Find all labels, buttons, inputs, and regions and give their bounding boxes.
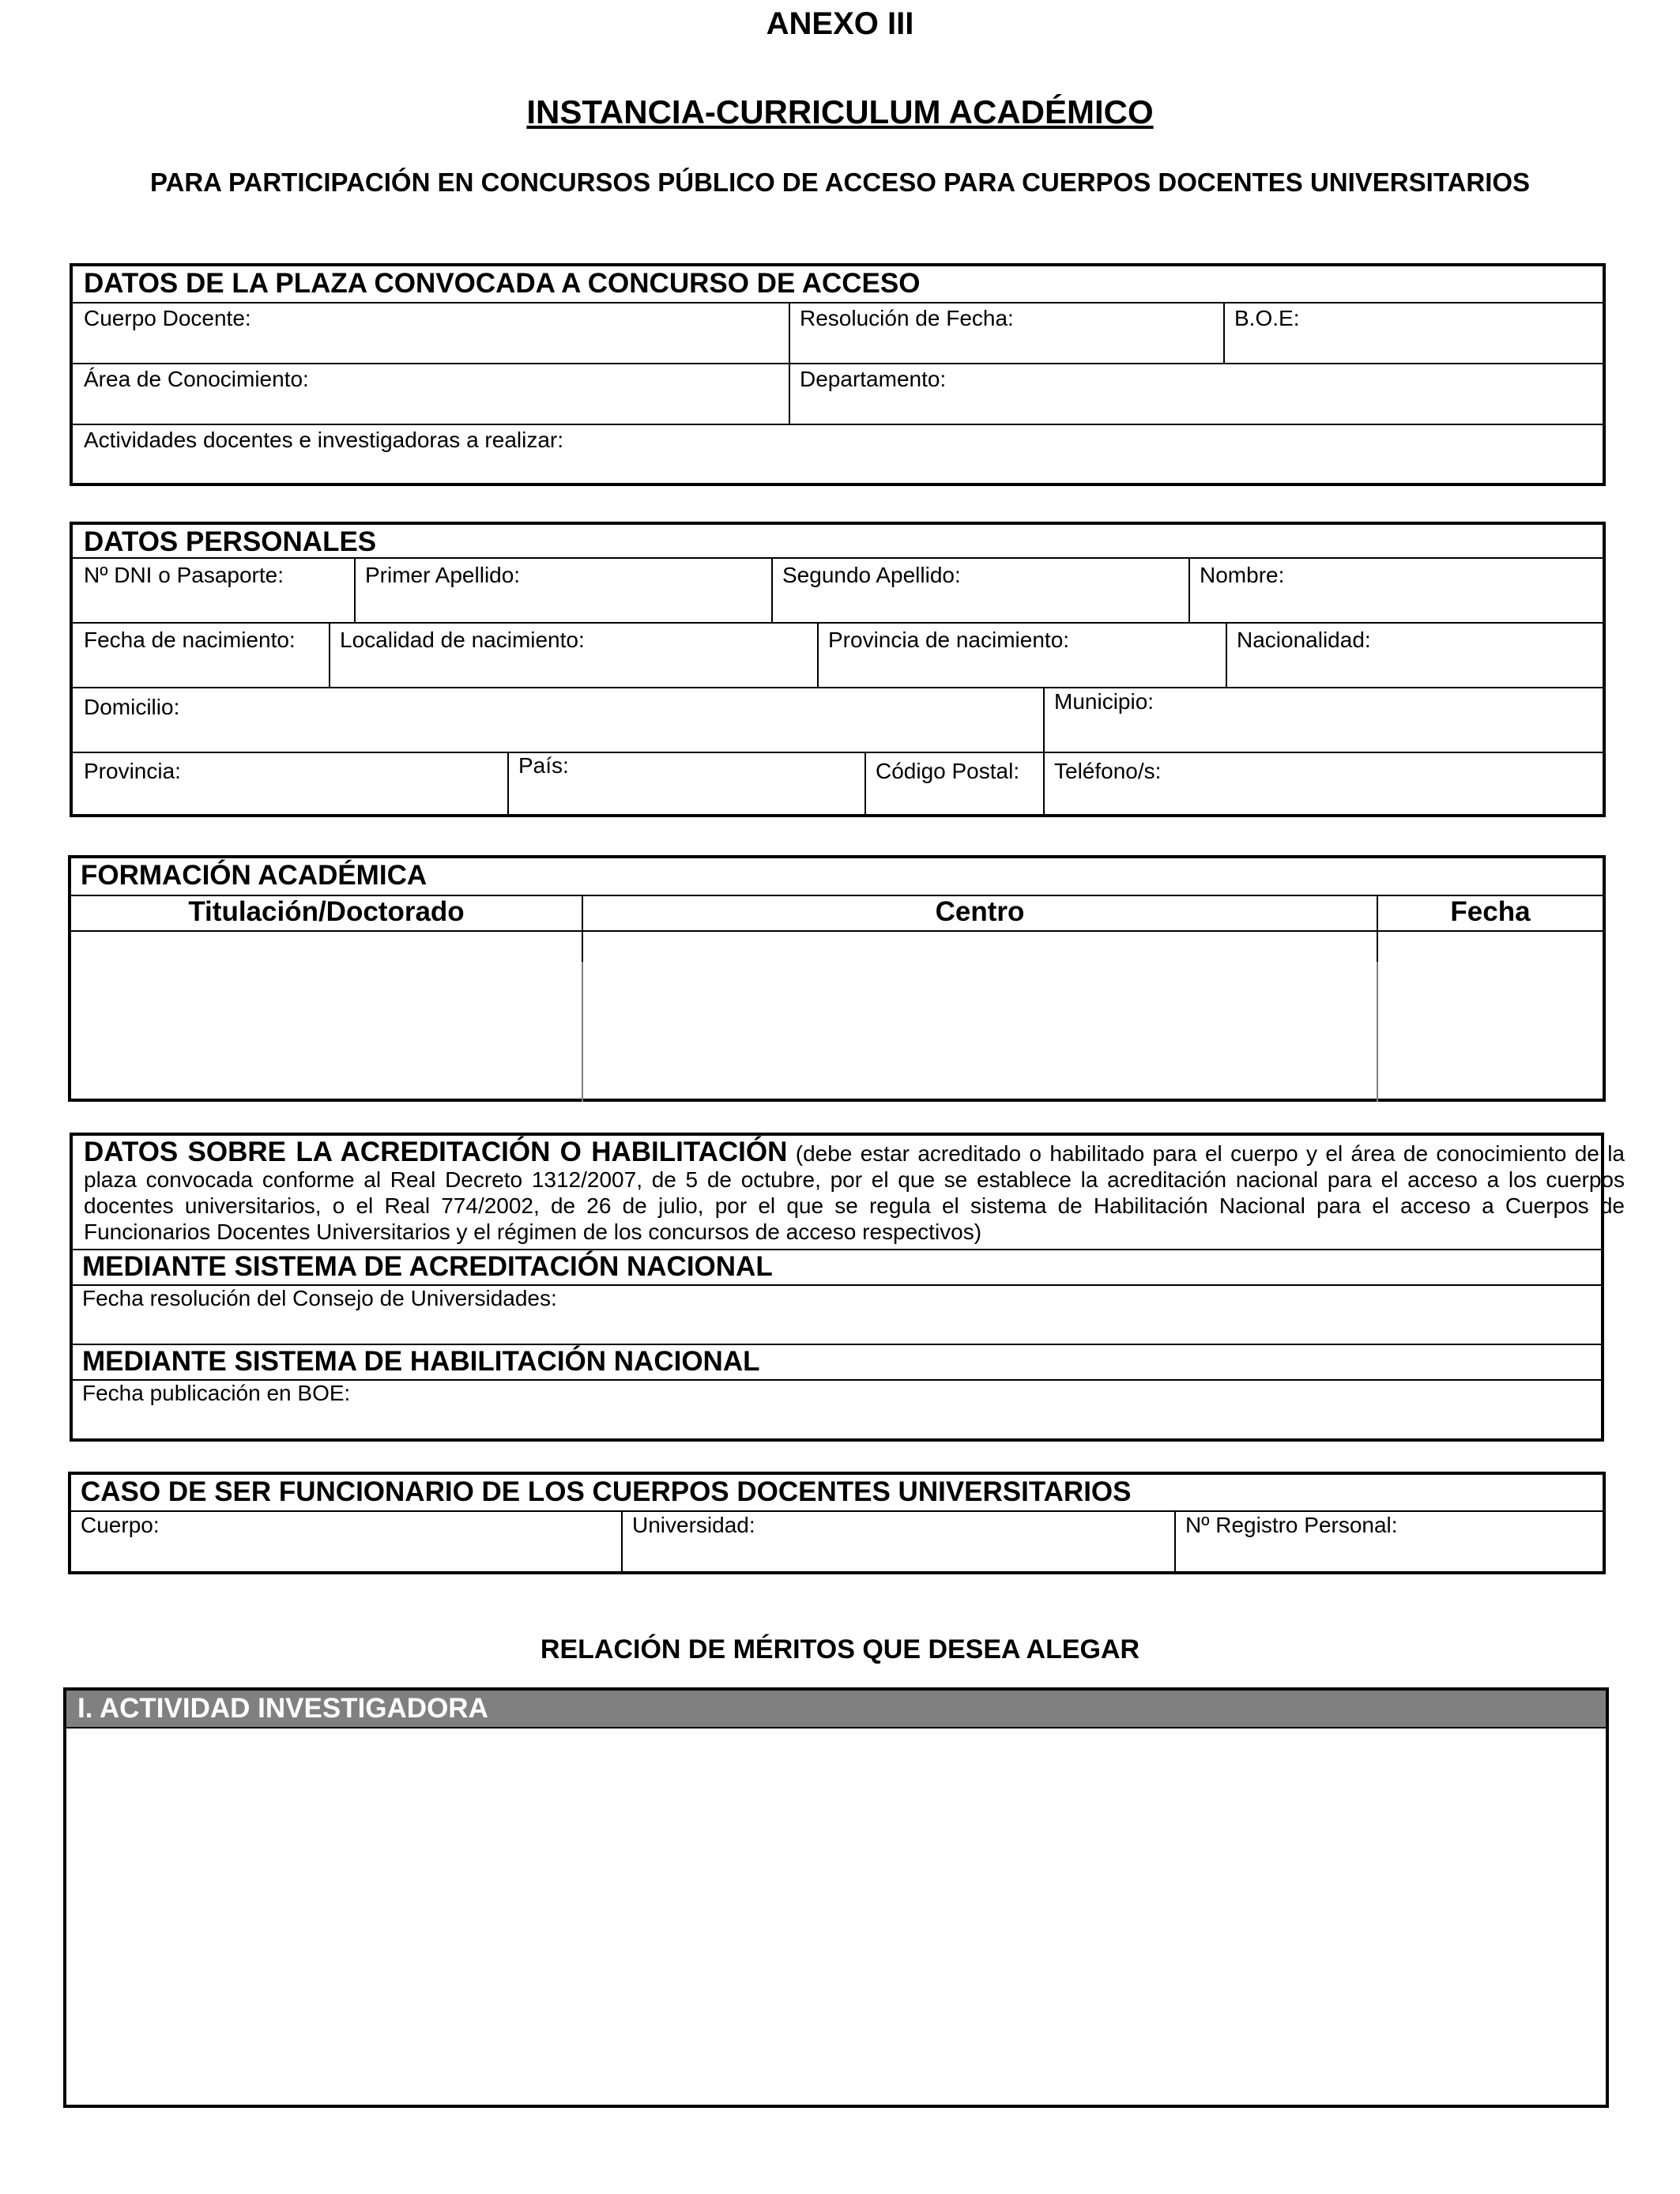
habilitacion-nacional-title: MEDIANTE SISTEMA DE HABILITACIÓN NACIONAL — [82, 1346, 760, 1377]
actividad-investigadora-title: I. ACTIVIDAD INVESTIGADORA — [77, 1693, 488, 1724]
fecha-publicacion-boe-field[interactable]: Fecha publicación en BOE: — [82, 1381, 351, 1405]
acreditacion-description: (debe estar acreditado o habilitado para el cuerpo y el área de conocimiento de la plaza convocada conforme al Real Decreto 1312/2007, de 5 de octubre, por el que se establece la acreditación nacional para el acceso a los cuerpos docentes universitarios, o el Real 774/2002, de 26 de julio, por el que se regula el sistema de Habilitación Nacional para el acceso a Cuerpos de Funcionarios Docentes Universitarios y el régimen de los concursos de acceso respectivos) — [84, 1141, 1625, 1244]
primer-apellido-field[interactable]: Primer Apellido: — [365, 563, 521, 587]
formacion-section-title: FORMACIÓN ACADÉMICA — [81, 860, 428, 891]
column-fecha: Fecha — [1450, 896, 1531, 927]
column-centro: Centro — [935, 896, 1025, 927]
personales-section — [70, 522, 1606, 817]
acreditacion-intro — [84, 1139, 1625, 1245]
segundo-apellido-field[interactable]: Segundo Apellido: — [782, 563, 961, 587]
funcionario-section-title: CASO DE SER FUNCIONARIO DE LOS CUERPOS DOCENTES UNIVERSITARIOS — [81, 1476, 1132, 1507]
actividad-investigadora-header — [66, 1691, 1606, 1727]
dni-field[interactable]: Nº DNI o Pasaporte: — [84, 563, 284, 587]
cuerpo-field[interactable]: Cuerpo: — [81, 1513, 160, 1537]
document-subtitle: PARA PARTICIPACIÓN EN CONCURSOS PÚBLICO DE ACCESO PARA CUERPOS DOCENTES UNIVERSITARIOS — [149, 168, 1531, 197]
codigo-postal-field[interactable]: Código Postal: — [876, 759, 1020, 783]
pais-field[interactable]: País: — [518, 753, 569, 778]
funcionario-section — [68, 1472, 1606, 1574]
nombre-field[interactable]: Nombre: — [1200, 563, 1285, 587]
domicilio-field[interactable]: Domicilio: — [84, 695, 180, 719]
annex-heading: ANEXO III — [766, 6, 914, 41]
resolucion-fecha-field[interactable]: Resolución de Fecha: — [800, 306, 1014, 330]
fecha-resolucion-consejo-field[interactable]: Fecha resolución del Consejo de Universidades: — [82, 1286, 557, 1310]
cuerpo-docente-field[interactable]: Cuerpo Docente: — [84, 306, 251, 330]
municipio-field[interactable]: Municipio: — [1054, 689, 1155, 714]
fecha-nacimiento-field[interactable]: Fecha de nacimiento: — [84, 628, 296, 652]
acreditacion-section — [70, 1133, 1625, 1442]
column-titulacion: Titulación/Doctorado — [188, 896, 465, 927]
universidad-field[interactable]: Universidad: — [632, 1513, 755, 1537]
document-title: INSTANCIA-CURRICULUM ACADÉMICO — [526, 93, 1154, 130]
plaza-section-title: DATOS DE LA PLAZA CONVOCADA A CONCURSO DE ACCESO — [84, 268, 921, 299]
registro-personal-field[interactable]: Nº Registro Personal: — [1185, 1513, 1398, 1537]
provincia-nacimiento-field[interactable]: Provincia de nacimiento: — [828, 628, 1070, 652]
actividad-investigadora-section — [63, 1687, 1609, 2108]
departamento-field[interactable]: Departamento: — [800, 367, 947, 391]
provincia-field[interactable]: Provincia: — [84, 759, 181, 783]
localidad-nacimiento-field[interactable]: Localidad de nacimiento: — [340, 628, 585, 652]
meritos-heading: RELACIÓN DE MÉRITOS QUE DESEA ALEGAR — [540, 1634, 1140, 1664]
acreditacion-section-title: DATOS SOBRE LA ACREDITACIÓN O HABILITACIÓN — [84, 1137, 788, 1167]
boe-field[interactable]: B.O.E: — [1234, 306, 1300, 330]
acreditacion-nacional-title: MEDIANTE SISTEMA DE ACREDITACIÓN NACIONAL — [82, 1251, 773, 1282]
telefono-field[interactable]: Teléfono/s: — [1054, 759, 1162, 783]
area-conocimiento-field[interactable]: Área de Conocimiento: — [84, 367, 309, 391]
plaza-section — [70, 263, 1606, 486]
personales-section-title: DATOS PERSONALES — [84, 526, 377, 557]
formacion-section — [68, 855, 1606, 1102]
nacionalidad-field[interactable]: Nacionalidad: — [1237, 628, 1371, 652]
actividades-field[interactable]: Actividades docentes e investigadoras a realizar: — [84, 428, 564, 452]
